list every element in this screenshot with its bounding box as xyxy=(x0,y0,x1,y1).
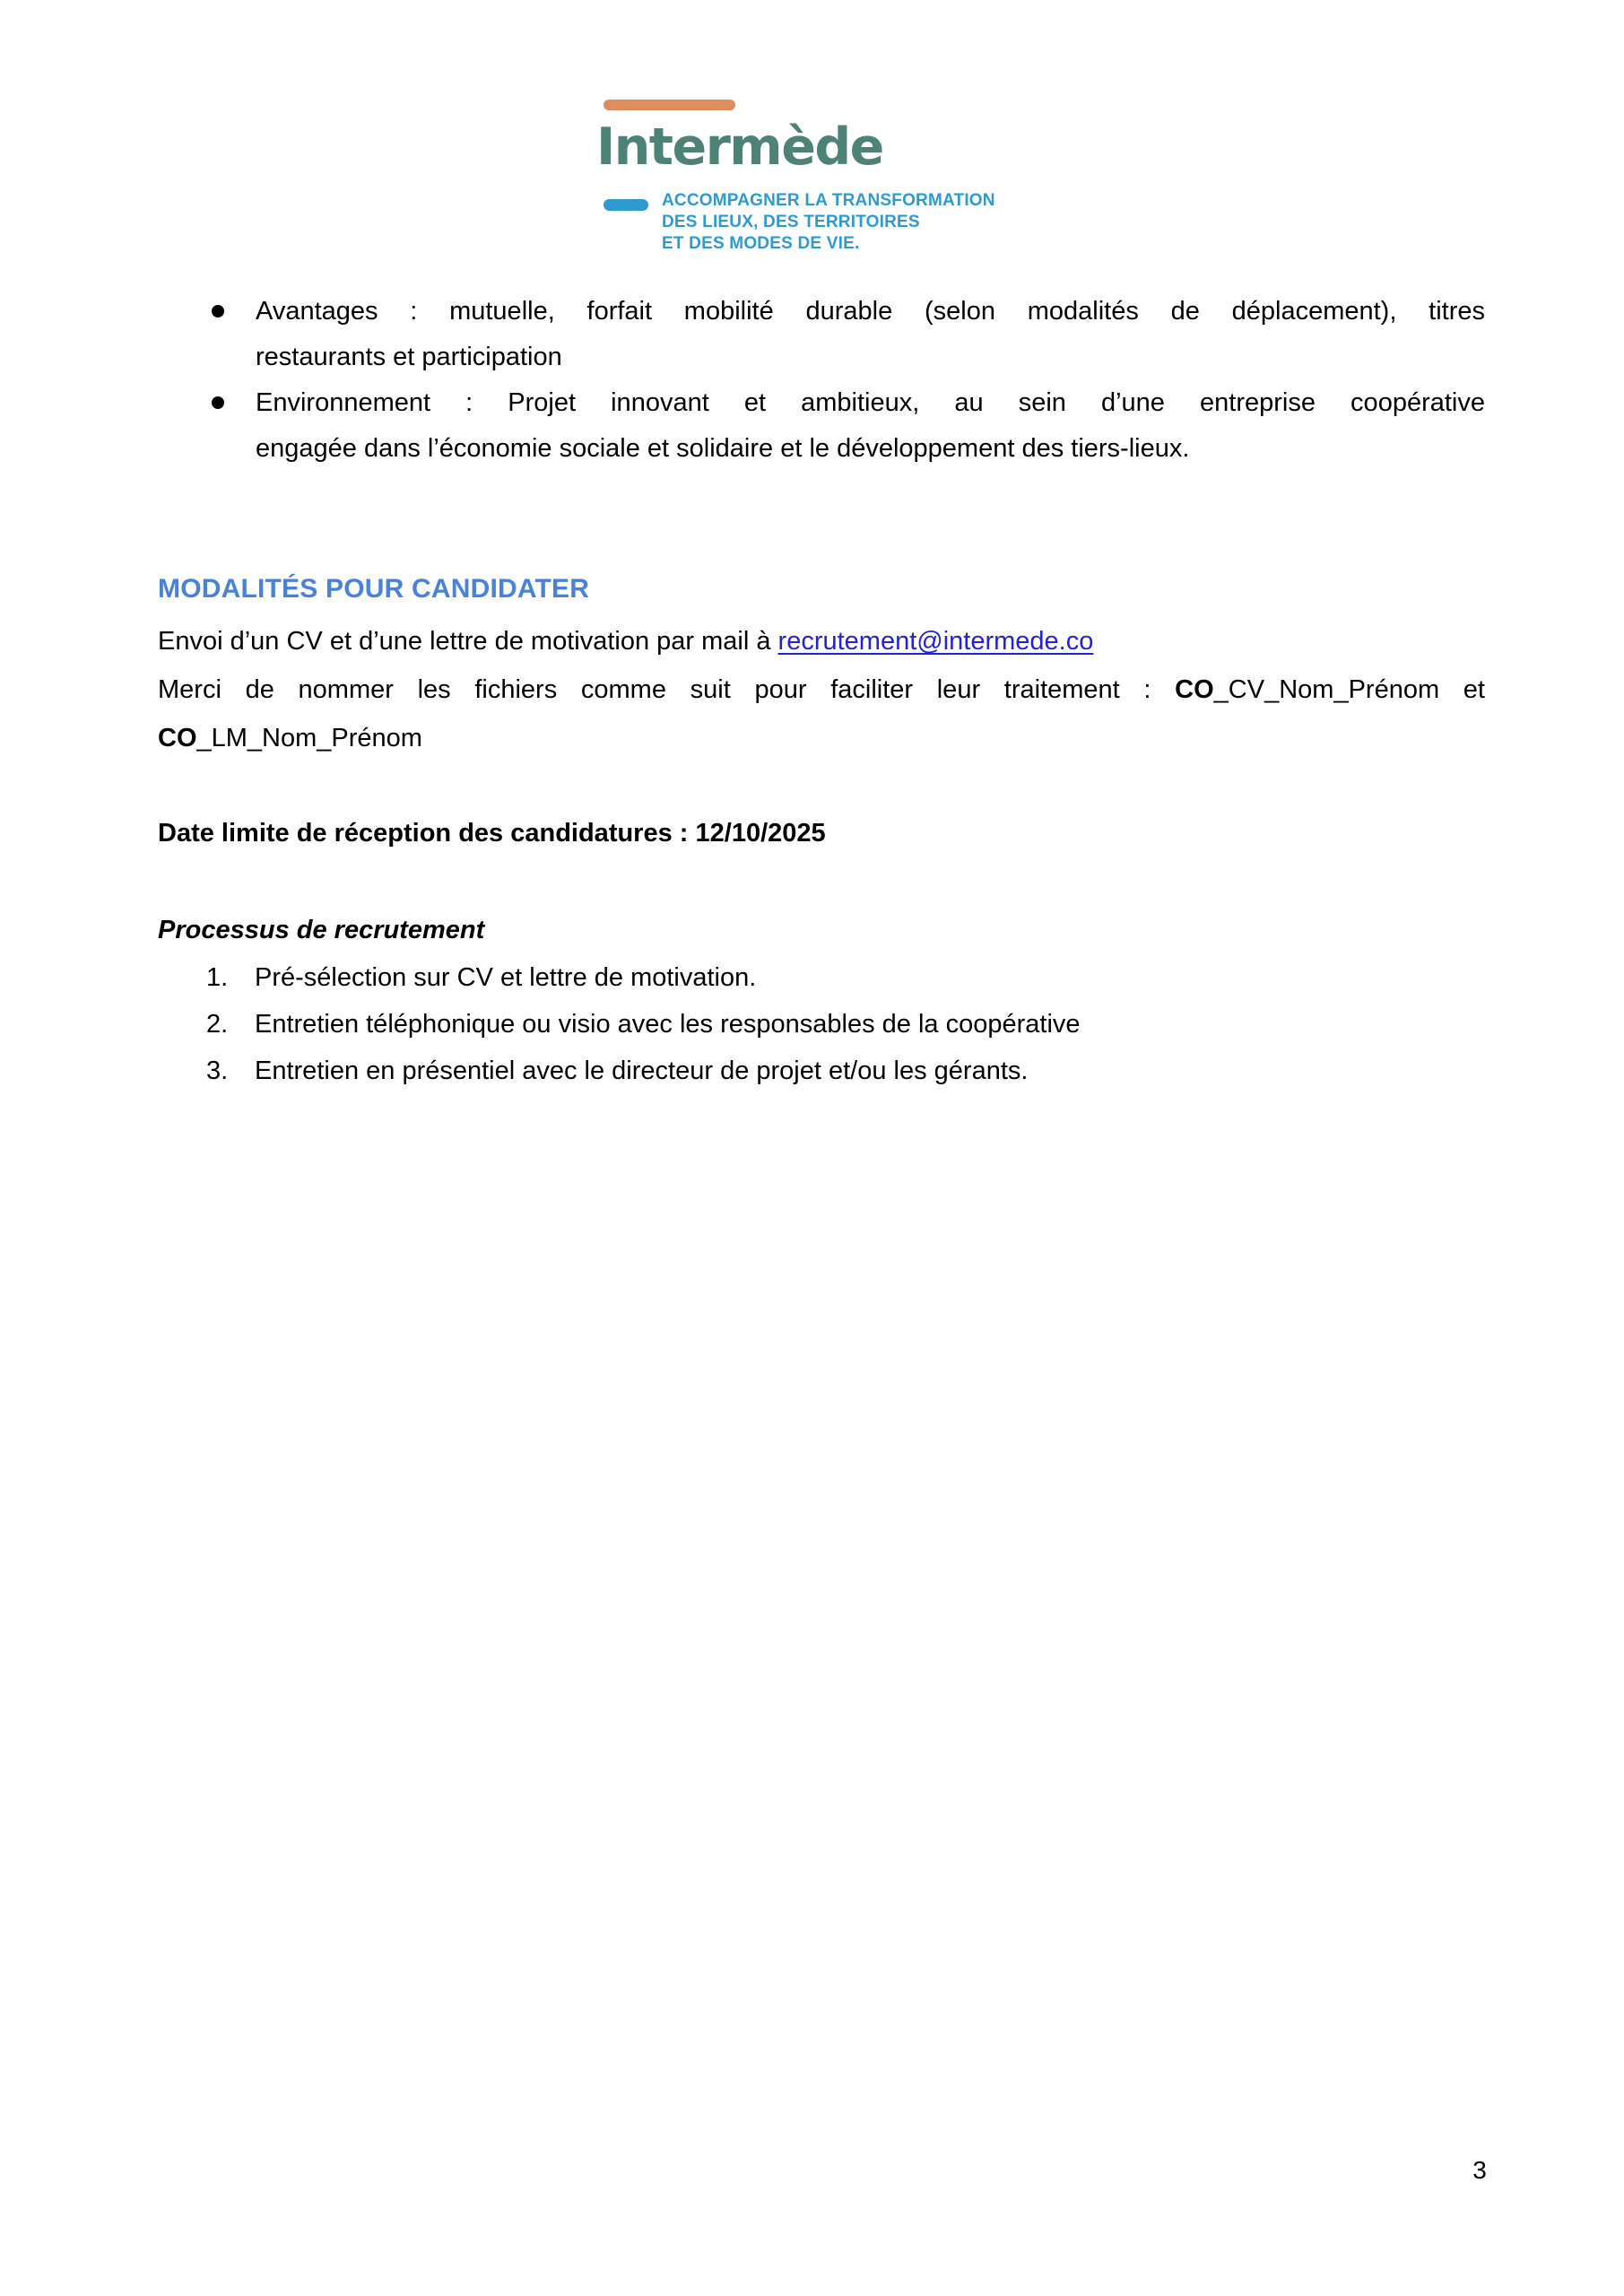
logo-tagline-line: DES LIEUX, DES TERRITOIRES xyxy=(662,213,920,231)
file-prefix-bold: CO xyxy=(1175,675,1214,704)
page-number: 3 xyxy=(1472,2156,1487,2184)
process-title: Processus de recrutement xyxy=(158,916,485,944)
bullet-text-line: engagée dans l’économie sociale et solidaire et le développement des tiers-lieux. xyxy=(256,434,1190,463)
bullet-text-line: Avantages : mutuelle, forfait mobilité durable (selon modalités de déplacement), titres xyxy=(256,297,1485,326)
bullet-text-line: Environnement : Projet innovant et ambitieux, au sein d’une entreprise coopérative xyxy=(256,388,1485,417)
bullet-icon xyxy=(212,396,224,409)
list-item xyxy=(158,289,1485,380)
logo-tagline-line: ACCOMPAGNER LA TRANSFORMATION xyxy=(662,191,995,210)
file-prefix-bold: CO xyxy=(158,724,197,752)
paragraph-line xyxy=(158,714,1485,762)
logo-orange-bar-icon xyxy=(604,100,735,110)
deadline-text: Date limite de réception des candidatures : 12/10/2025 xyxy=(158,819,826,848)
list-item xyxy=(158,380,1485,472)
bullet-icon xyxy=(212,305,224,317)
list-item-text: Pré-sélection sur CV et lettre de motivation. xyxy=(255,963,757,992)
list-number: 3. xyxy=(206,1057,229,1085)
file-name-text: _CV_Nom_Prénom et xyxy=(1213,675,1485,704)
list-item xyxy=(206,954,1533,1001)
file-name-text: _LM_Nom_Prénom xyxy=(196,724,422,752)
list-number: 1. xyxy=(206,963,229,992)
application-instructions xyxy=(158,617,1485,762)
logo-tagline xyxy=(662,190,995,255)
list-item-text: Entretien téléphonique ou visio avec les responsables de la coopérative xyxy=(255,1010,1081,1039)
paragraph-line xyxy=(158,665,1485,714)
envoi-text: Envoi d’un CV et d’une lettre de motivation par mail à xyxy=(158,627,778,656)
list-item xyxy=(206,1001,1533,1048)
benefits-bullet-list xyxy=(158,289,1485,472)
logo-tagline-line: ET DES MODES DE VIE. xyxy=(662,234,860,253)
recruitment-email-link[interactable]: recrutement@intermede.co xyxy=(777,627,1094,656)
list-item xyxy=(206,1048,1533,1094)
bullet-text-line: restaurants et participation xyxy=(256,343,562,371)
section-heading-modalites: MODALITÉS POUR CANDIDATER xyxy=(158,574,590,604)
paragraph-line xyxy=(158,617,1485,665)
process-numbered-list xyxy=(158,954,1533,1094)
list-number: 2. xyxy=(206,1010,229,1039)
logo-blue-bar-icon xyxy=(604,199,648,211)
merci-text: Merci de nommer les fichiers comme suit pour faciliter leur traitement : xyxy=(158,675,1176,704)
list-item-text: Entretien en présentiel avec le directeur de projet et/ou les gérants. xyxy=(255,1057,1029,1085)
logo-wordmark: Intermède xyxy=(596,117,883,177)
